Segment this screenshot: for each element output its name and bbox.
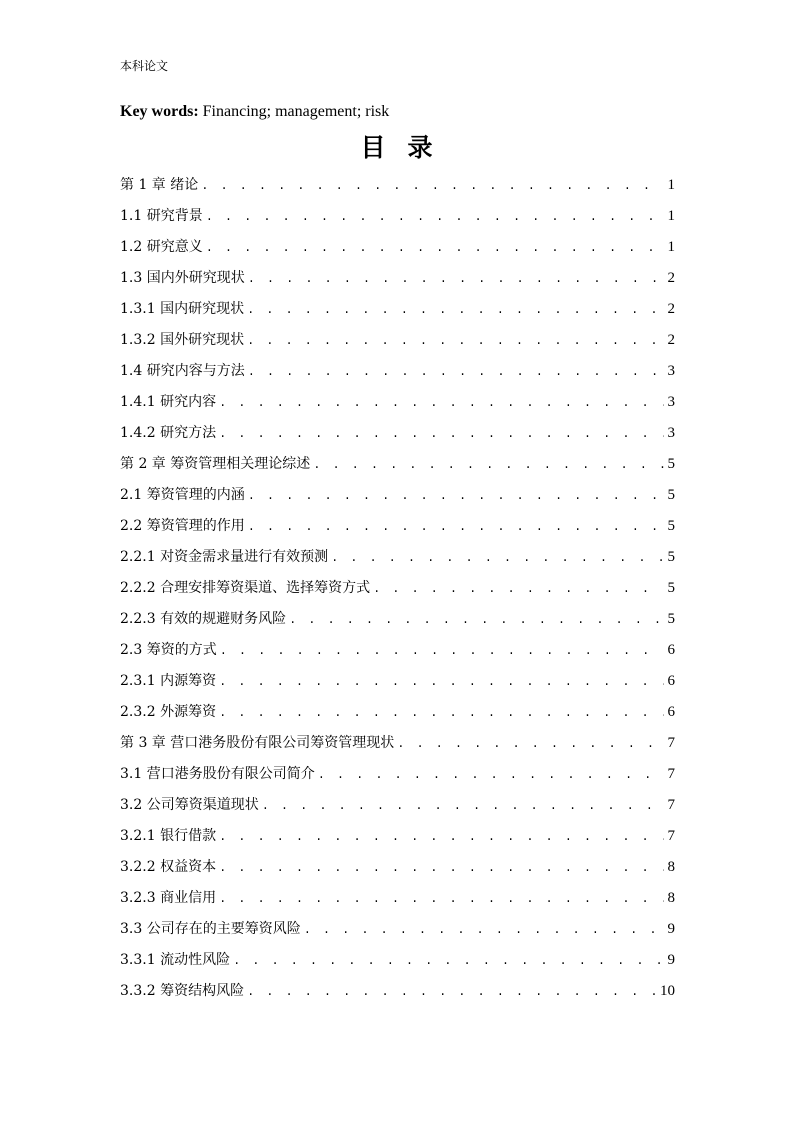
table-of-contents — [120, 175, 675, 1012]
toc-entry-page: 2 — [667, 301, 675, 317]
toc-dot-leader — [331, 548, 664, 568]
toc-entry[interactable] — [120, 950, 675, 981]
toc-entry-label: 3.2.2 权益资本 — [120, 859, 217, 875]
toc-entry-label: 1.3.2 国外研究现状 — [120, 332, 245, 348]
toc-entry-label: 2.3.1 内源筹资 — [120, 673, 217, 689]
toc-entry-label: 2.2 筹资管理的作用 — [120, 518, 245, 534]
toc-entry[interactable] — [120, 764, 675, 795]
toc-entry-page: 3 — [667, 394, 675, 410]
toc-entry[interactable] — [120, 423, 675, 454]
toc-entry-label: 3.3.1 流动性风险 — [120, 952, 231, 968]
toc-dot-leader — [262, 796, 664, 816]
toc-entry-page: 5 — [667, 456, 675, 472]
toc-dot-leader — [219, 703, 664, 723]
toc-entry-page: 5 — [667, 580, 675, 596]
toc-entry[interactable] — [120, 888, 675, 919]
toc-dot-leader — [313, 455, 664, 475]
toc-entry[interactable] — [120, 609, 675, 640]
toc-entry[interactable] — [120, 857, 675, 888]
toc-entry-page: 3 — [667, 363, 675, 379]
toc-entry-page: 7 — [667, 828, 675, 844]
toc-entry-label: 1.1 研究背景 — [120, 208, 203, 224]
toc-entry-label: 2.2.3 有效的规避财务风险 — [120, 611, 287, 627]
toc-entry-label: 1.4 研究内容与方法 — [120, 363, 245, 379]
toc-dot-leader — [304, 920, 664, 940]
toc-entry-label: 1.3 国内外研究现状 — [120, 270, 245, 286]
keywords-line — [120, 103, 389, 121]
toc-entry-label: 3.3 公司存在的主要筹资风险 — [120, 921, 301, 937]
toc-dot-leader — [220, 641, 664, 661]
toc-dot-leader — [397, 734, 664, 754]
toc-entry[interactable] — [120, 547, 675, 578]
toc-entry[interactable] — [120, 392, 675, 423]
toc-entry-label: 2.3.2 外源筹资 — [120, 704, 217, 720]
toc-dot-leader — [219, 827, 664, 847]
toc-entry-label: 2.3 筹资的方式 — [120, 642, 217, 658]
toc-title: 目录 — [360, 133, 455, 162]
toc-dot-leader — [247, 982, 657, 1002]
toc-entry-label: 1.3.1 国内研究现状 — [120, 301, 245, 317]
toc-entry-page: 5 — [667, 549, 675, 565]
toc-entry[interactable] — [120, 268, 675, 299]
toc-dot-leader — [248, 517, 664, 537]
toc-entry-label: 3.2 公司筹资渠道现状 — [120, 797, 259, 813]
toc-entry-page: 1 — [667, 239, 675, 255]
toc-entry-label: 第 3 章 营口港务股份有限公司筹资管理现状 — [120, 735, 395, 751]
toc-entry-page: 8 — [667, 859, 675, 875]
toc-entry-label: 3.1 营口港务股份有限公司简介 — [120, 766, 315, 782]
toc-entry-page: 7 — [667, 766, 675, 782]
toc-entry-page: 3 — [667, 425, 675, 441]
toc-entry-page: 5 — [667, 518, 675, 534]
toc-entry-label: 3.2.1 银行借款 — [120, 828, 217, 844]
toc-entry-page: 8 — [667, 890, 675, 906]
toc-entry[interactable] — [120, 795, 675, 826]
toc-entry[interactable] — [120, 671, 675, 702]
toc-dot-leader — [248, 486, 664, 506]
toc-entry[interactable] — [120, 485, 675, 516]
toc-entry-label: 2.2.1 对资金需求量进行有效预测 — [120, 549, 329, 565]
toc-entry[interactable] — [120, 299, 675, 330]
toc-dot-leader — [206, 238, 664, 258]
toc-entry[interactable] — [120, 516, 675, 547]
toc-entry-page: 5 — [667, 611, 675, 627]
toc-dot-leader — [289, 610, 664, 630]
toc-entry-label: 1.2 研究意义 — [120, 239, 203, 255]
toc-entry-page: 6 — [667, 673, 675, 689]
toc-entry[interactable] — [120, 237, 675, 268]
toc-entry[interactable] — [120, 206, 675, 237]
toc-dot-leader — [206, 207, 664, 227]
toc-entry-page: 2 — [667, 332, 675, 348]
toc-dot-leader — [219, 672, 664, 692]
toc-entry[interactable] — [120, 640, 675, 671]
toc-entry-page: 7 — [667, 797, 675, 813]
toc-entry-page: 9 — [667, 921, 675, 937]
toc-dot-leader — [219, 424, 664, 444]
toc-entry[interactable] — [120, 454, 675, 485]
toc-entry[interactable] — [120, 361, 675, 392]
toc-entry-label: 1.4.1 研究内容 — [120, 394, 217, 410]
toc-entry-page: 6 — [667, 642, 675, 658]
toc-dot-leader — [219, 393, 664, 413]
toc-entry-label: 第 2 章 筹资管理相关理论综述 — [120, 456, 311, 472]
toc-dot-leader — [233, 951, 664, 971]
keywords-value: Financing; management; risk — [202, 103, 390, 120]
toc-dot-leader — [318, 765, 664, 785]
toc-dot-leader — [201, 176, 664, 196]
page-header: 本科论文 — [120, 59, 169, 73]
toc-entry-label: 3.2.3 商业信用 — [120, 890, 217, 906]
toc-dot-leader — [373, 579, 664, 599]
toc-entry-label: 3.3.2 筹资结构风险 — [120, 983, 245, 999]
toc-entry-page: 6 — [667, 704, 675, 720]
toc-entry-label: 2.1 筹资管理的内涵 — [120, 487, 245, 503]
toc-dot-leader — [248, 362, 664, 382]
toc-entry[interactable] — [120, 826, 675, 857]
toc-entry[interactable] — [120, 330, 675, 361]
toc-entry[interactable] — [120, 919, 675, 950]
toc-dot-leader — [219, 889, 664, 909]
toc-entry-label: 1.4.2 研究方法 — [120, 425, 217, 441]
toc-dot-leader — [219, 858, 664, 878]
toc-entry-page: 10 — [660, 983, 675, 999]
toc-dot-leader — [247, 300, 664, 320]
keywords-label: Key words: — [120, 103, 199, 120]
toc-entry-label: 第 1 章 绪论 — [120, 177, 199, 193]
toc-entry-page: 7 — [667, 735, 675, 751]
toc-entry[interactable] — [120, 702, 675, 733]
toc-entry-page: 1 — [667, 208, 675, 224]
toc-entry[interactable] — [120, 733, 675, 764]
toc-dot-leader — [247, 331, 664, 351]
toc-entry-page: 9 — [667, 952, 675, 968]
toc-entry-page: 1 — [667, 177, 675, 193]
toc-entry[interactable] — [120, 981, 675, 1012]
toc-entry[interactable] — [120, 578, 675, 609]
header-divider — [114, 80, 679, 81]
toc-entry-page: 2 — [667, 270, 675, 286]
toc-entry-page: 5 — [667, 487, 675, 503]
toc-dot-leader — [248, 269, 664, 289]
toc-entry[interactable] — [120, 175, 675, 206]
toc-entry-label: 2.2.2 合理安排筹资渠道、选择筹资方式 — [120, 580, 371, 596]
